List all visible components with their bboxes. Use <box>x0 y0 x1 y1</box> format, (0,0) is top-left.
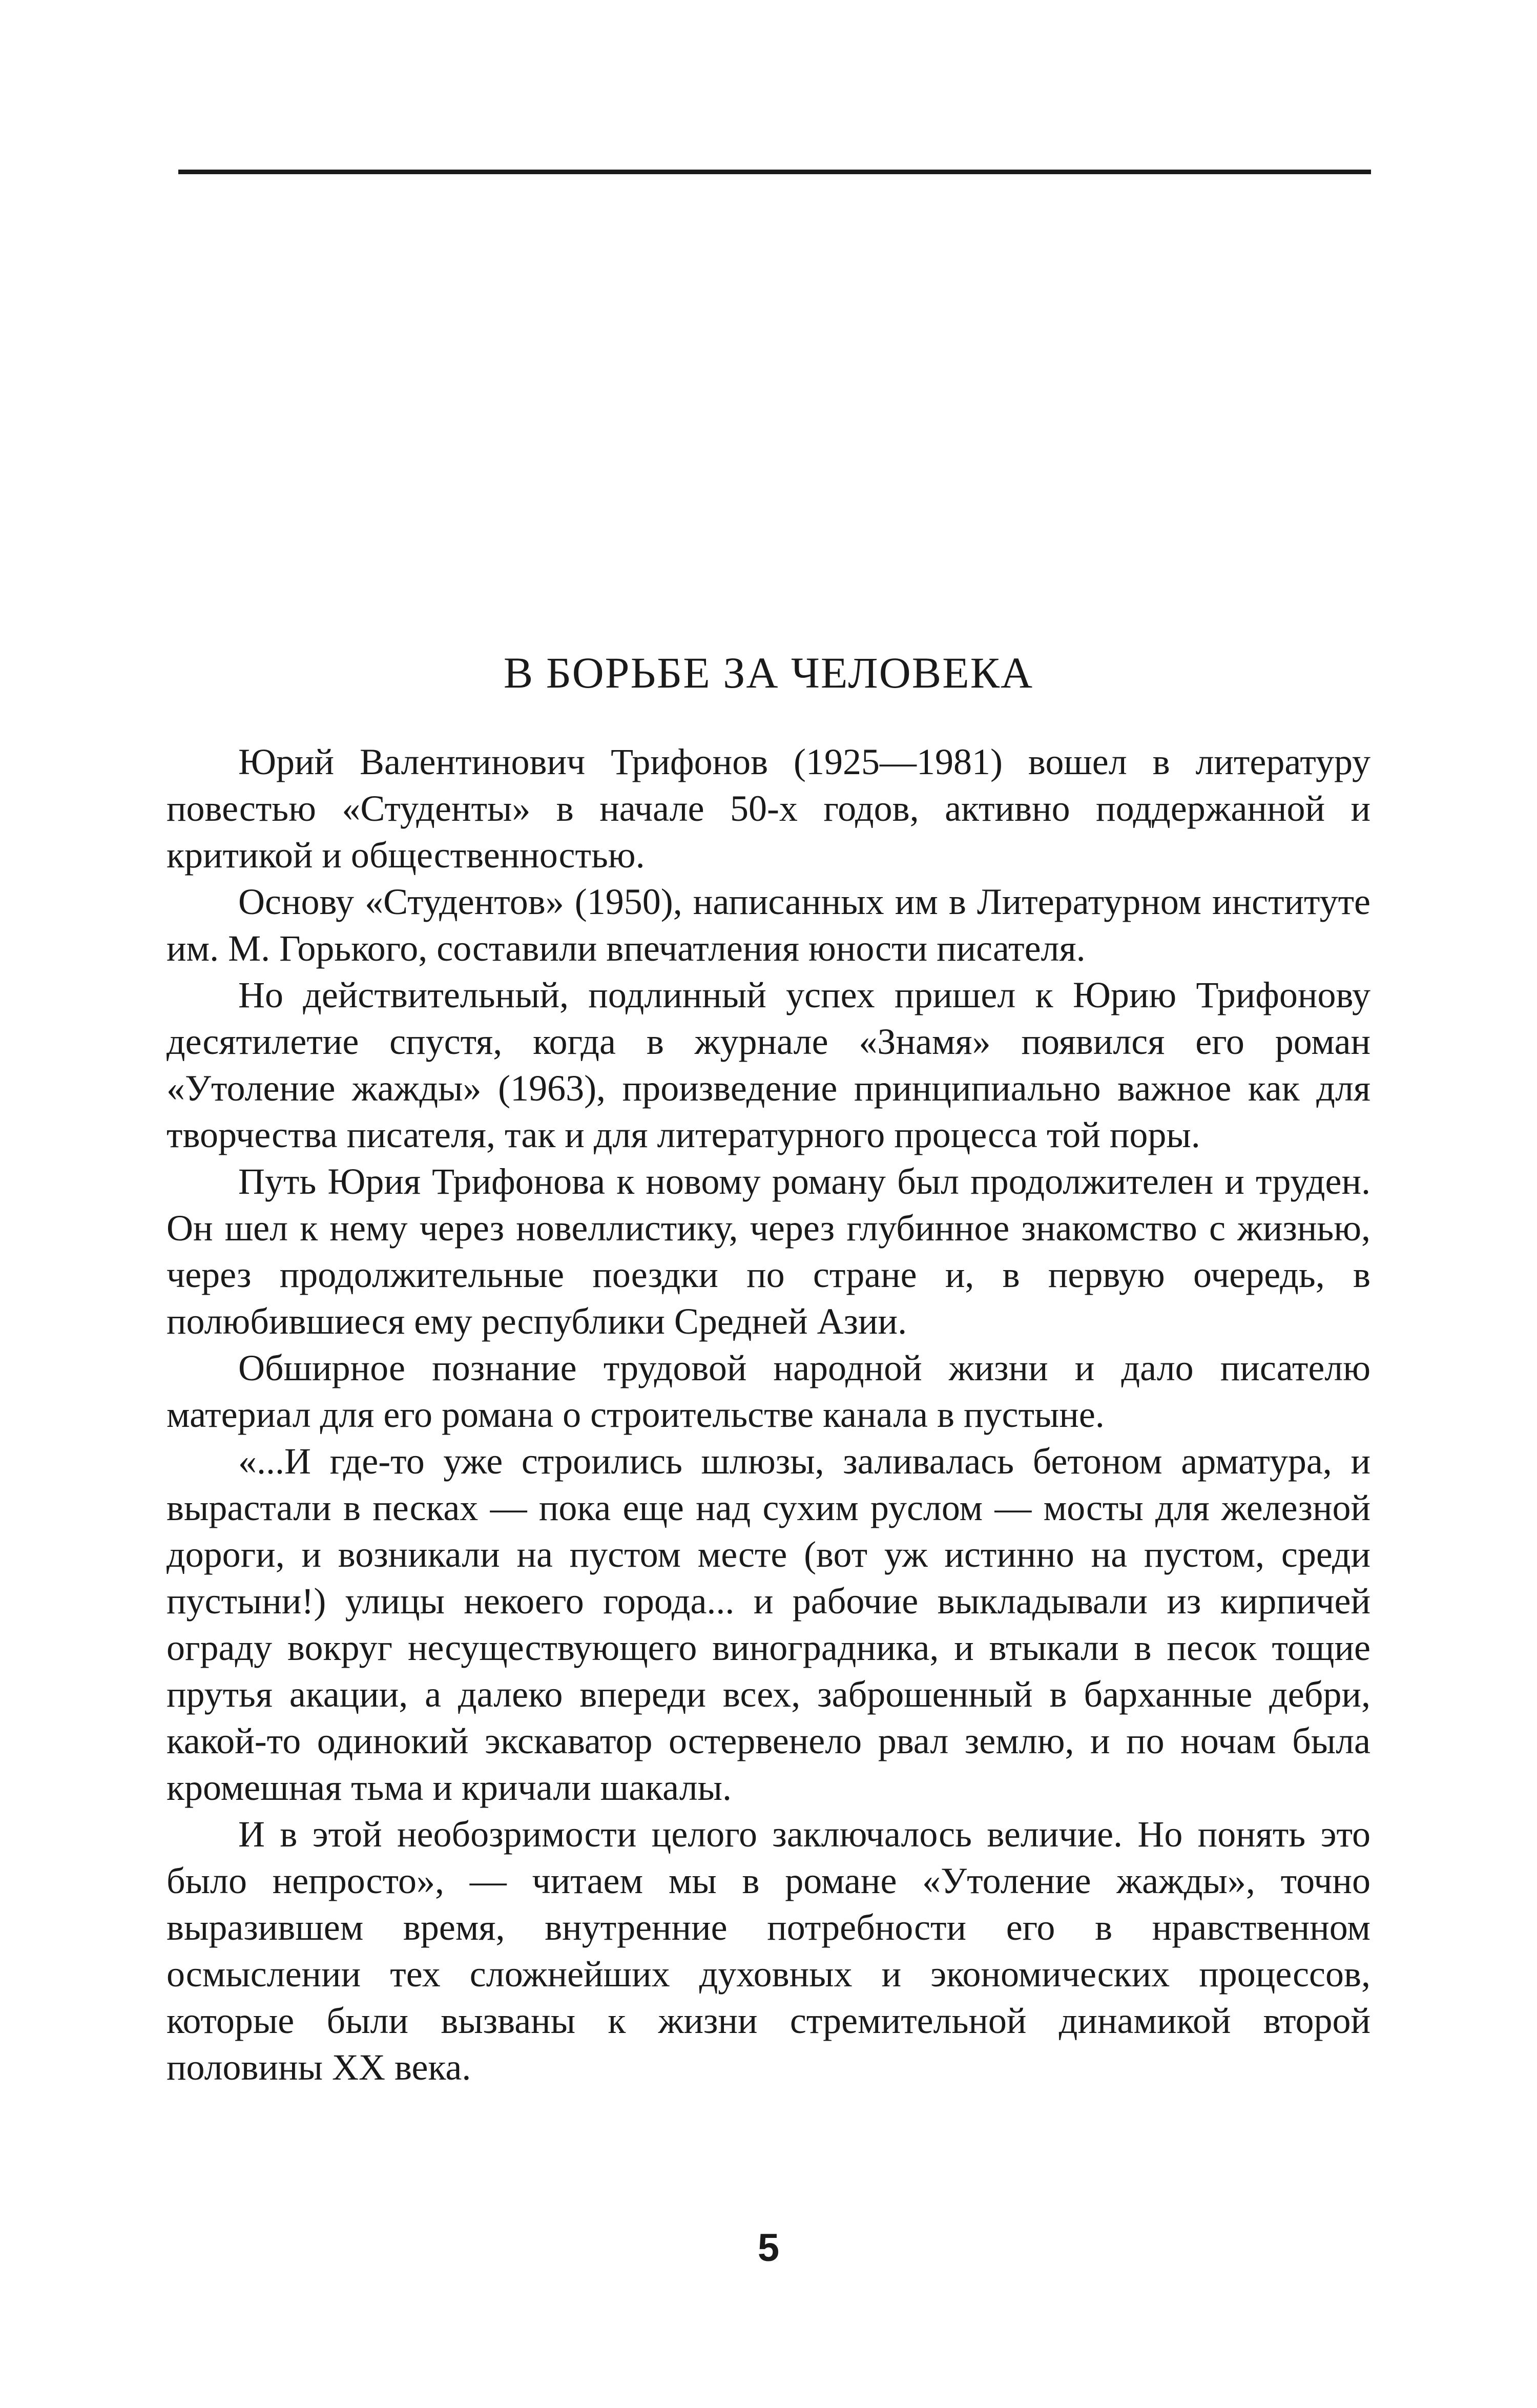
paragraph: Путь Юрия Трифонова к новому роману был продолжителен и труден. Он шел к нему через новеллистику, через глубинное знакомство с жизнью, через продолжительные поездки по стране и, в первую очередь, в полюбившиеся ему республики Средней Азии. <box>167 1161 1370 1342</box>
page-number: 5 <box>757 2226 780 2270</box>
paragraph: Обширное познание трудовой народной жизни и дало писателю материал для его романа о строительстве канала в пустыне. <box>167 1347 1370 1435</box>
paragraph: И в этой необозримости целого заключалось величие. Но понять это было непросто», — читаем мы в романе «Утоление жажды», точно выразившем время, внутренние потребности его в нравственном осмыслении тех сложнейших духовных и экономических процессов, которые были вызваны к жизни стремительной динамикой второй половины XX века. <box>167 1814 1370 2088</box>
article-body <box>167 739 1370 2091</box>
paragraph: Основу «Студентов» (1950), написанных им в Литературном институте им. М. Горького, составили впечатления юности писателя. <box>167 881 1370 969</box>
article-title: В БОРЬБЕ ЗА ЧЕЛОВЕКА <box>503 648 1034 697</box>
quoted-paragraph: «...И где-то уже строились шлюзы, заливалась бетоном арматура, и вырастали в песках — пока еще над сухим руслом — мосты для железной дороги, и возникали на пустом месте (вот уж истинно на пустом, среди пустыни!) улицы некоего города... и рабочие выкладывали из кирпичей ограду вокруг несуществующего виноградника, и втыкали в песок тощие прутья акации, а далеко впереди всех, заброшенный в барханные дебри, какой-то одинокий экскаватор остервенело рвал землю, и по ночам была кромешная тьма и кричали шакалы. <box>167 1441 1370 1808</box>
paragraph: Юрий Валентинович Трифонов (1925—1981) вошел в литературу повестью «Студенты» в начале 50-х годов, активно поддержанной и критикой и общественностью. <box>167 741 1370 876</box>
top-rule <box>178 170 1371 174</box>
paragraph: Но действительный, подлинный успех пришел к Юрию Трифонову десятилетие спустя, когда в журнале «Знамя» появился его роман «Утоление жажды» (1963), произведение принципиально важное как для творчества писателя, так и для литературного процесса той поры. <box>167 974 1370 1155</box>
